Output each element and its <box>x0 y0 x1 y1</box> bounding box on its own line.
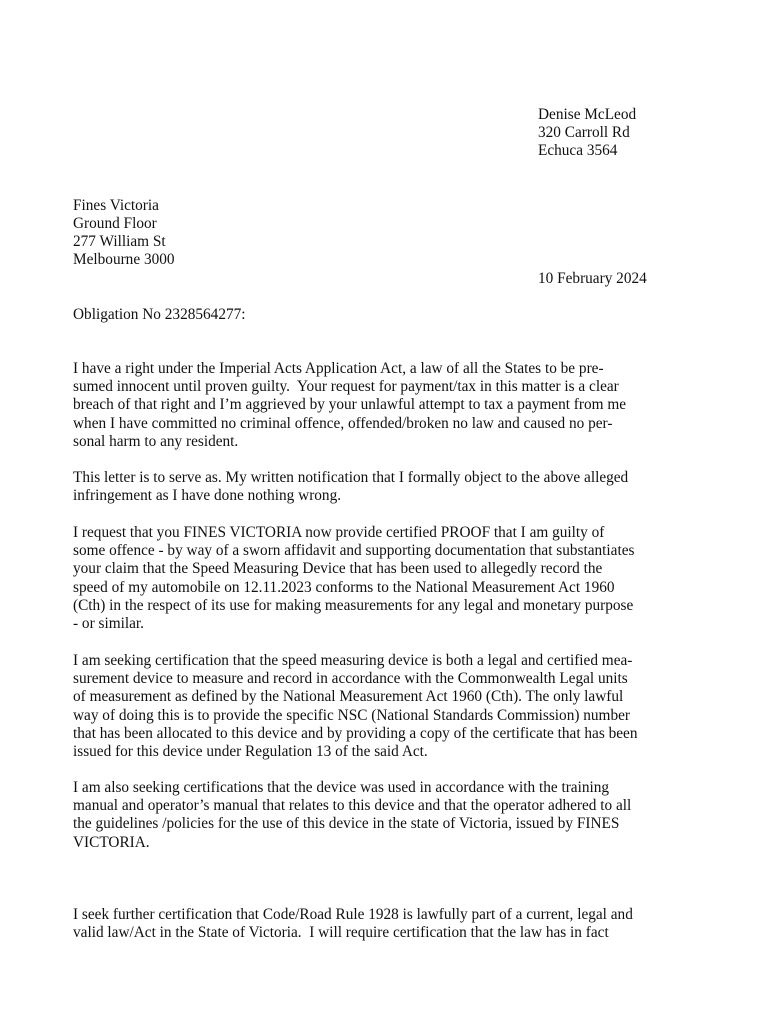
paragraph-operator-certification <box>73 779 713 852</box>
paragraph-line: some offence - by way of a sworn affidavit and supporting documentation that substantiates <box>73 542 635 560</box>
paragraph-objection <box>73 469 713 505</box>
paragraph-line: of measurement as defined by the National Measurement Act 1960 (Cth). The only lawful <box>73 688 624 706</box>
paragraph-line: I am also seeking certifications that the device was used in accordance with the training <box>73 779 610 796</box>
paragraph-proof-request <box>73 524 713 633</box>
paragraph-line: This letter is to serve as. My written notification that I formally object to the above alleged <box>73 469 629 486</box>
paragraph-line: sumed innocent until proven guilty. Your request for payment/tax in this matter is a clear <box>73 378 619 396</box>
obligation-number: Obligation No 2328564277: <box>73 306 246 323</box>
recipient-city: Melbourne 3000 <box>73 251 175 268</box>
paragraph-line: issued for this device under Regulation 13 of the said Act. <box>73 743 428 761</box>
paragraph-line: breach of that right and I’m aggrieved by your unlawful attempt to tax a payment from me <box>73 396 627 414</box>
paragraph-line: way of doing this is to provide the specific NSC (National Standards Commission) number <box>73 706 630 724</box>
paragraph-line: surement device to measure and record in accordance with the Commonwealth Legal units <box>73 670 628 688</box>
paragraph-line: I request that you FINES VICTORIA now provide certified PROOF that I am guilty of <box>73 524 605 541</box>
recipient-street: 277 William St <box>73 233 166 250</box>
paragraph-road-rule <box>73 906 713 942</box>
paragraph-line: VICTORIA. <box>73 833 150 851</box>
paragraph-line: that has been allocated to this device and by providing a copy of the certificate that has been <box>73 724 638 742</box>
paragraph-line: I have a right under the Imperial Acts Application Act, a law of all the States to be pre- <box>73 360 604 377</box>
paragraph-line: - or similar. <box>73 615 144 633</box>
sender-street: 320 Carroll Rd <box>538 124 630 141</box>
paragraph-line: the guidelines /policies for the use of this device in the state of Victoria, issued by FINES <box>73 815 620 833</box>
letter-date: 10 February 2024 <box>538 270 647 287</box>
paragraph-line: (Cth) in the respect of its use for making measurements for any legal and monetary purpose <box>73 596 634 614</box>
paragraph-line: I am seeking certification that the speed measuring device is both a legal and certified mea- <box>73 652 633 669</box>
recipient-name: Fines Victoria <box>73 197 159 214</box>
sender-name: Denise McLeod <box>538 106 637 123</box>
paragraph-line: valid law/Act in the State of Victoria. I will require certification that the law has in fact <box>73 924 609 942</box>
paragraph-line: speed of my automobile on 12.11.2023 conforms to the National Measurement Act 1960 <box>73 578 615 596</box>
paragraph-line: your claim that the Speed Measuring Device that has been used to allegedly record the <box>73 560 603 578</box>
paragraph-line: infringement as I have done nothing wrong. <box>73 487 342 505</box>
recipient-floor: Ground Floor <box>73 215 157 232</box>
paragraph-line: when I have committed no criminal offence, offended/broken no law and caused no per- <box>73 414 613 432</box>
paragraph-device-certification <box>73 652 713 761</box>
paragraph-line: manual and operator’s manual that relates to this device and that the operator adhered to all <box>73 797 632 815</box>
paragraph-line: sonal harm to any resident. <box>73 432 239 450</box>
paragraph-line: I seek further certification that Code/Road Rule 1928 is lawfully part of a current, legal and <box>73 906 633 923</box>
paragraph-presumption <box>73 360 713 451</box>
sender-town: Echuca 3564 <box>538 142 618 159</box>
